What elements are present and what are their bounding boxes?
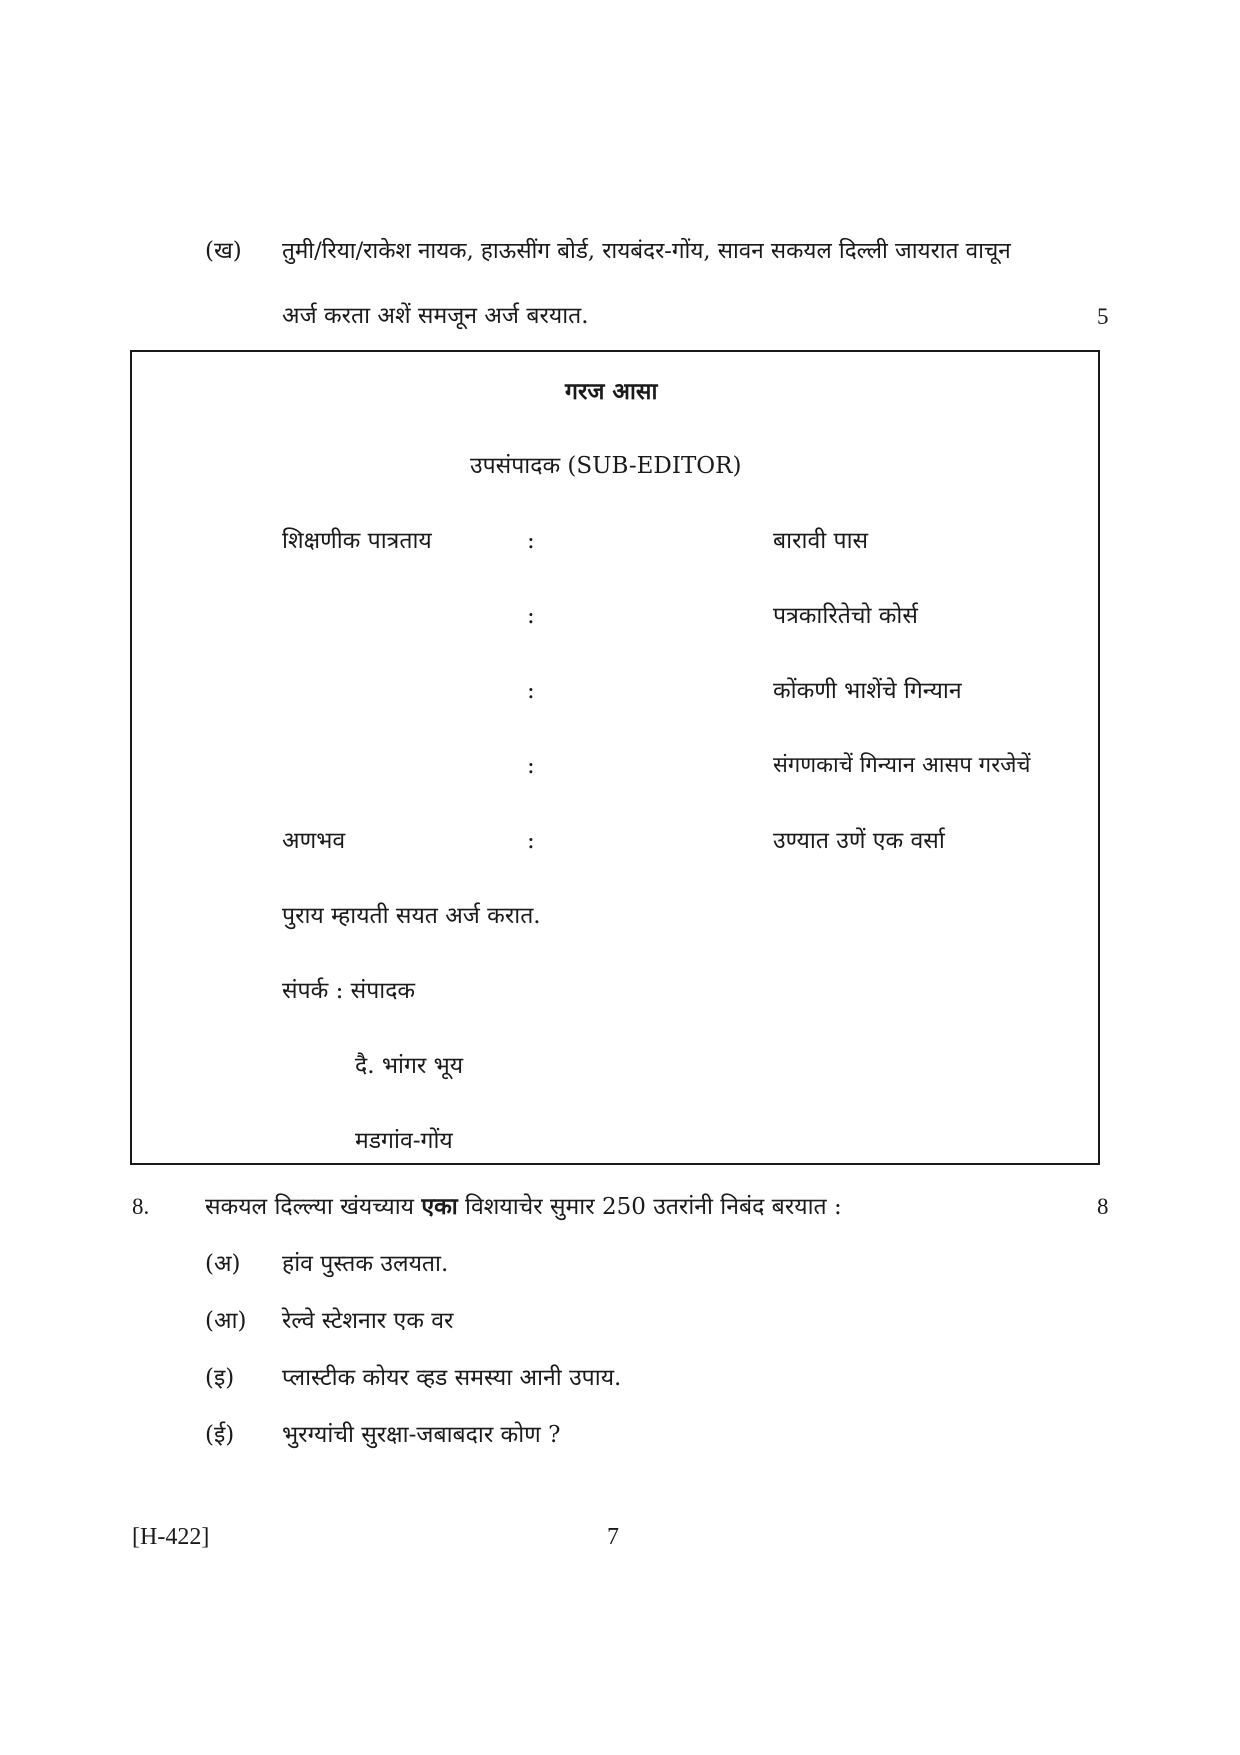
ad-row-value: कोंकणी भाशेंचे गिन्यान bbox=[773, 678, 962, 704]
ad-row-value: पत्रकारितेचो कोर्स bbox=[773, 603, 918, 629]
question-8-marks: 8 bbox=[1097, 1194, 1109, 1219]
option-label: (इ) bbox=[205, 1365, 235, 1391]
ad-row-label: शिक्षणीक पात्रताय bbox=[282, 528, 432, 554]
ad-row-label: अणभव bbox=[282, 828, 346, 854]
question-kha-marks: 5 bbox=[1097, 304, 1109, 329]
question-8-text bbox=[205, 1195, 842, 1219]
footer-code: [H-422] bbox=[132, 1524, 210, 1550]
question-8-text-bold: एका bbox=[421, 1193, 458, 1220]
ad-contact-newspaper: दै. भांगर भूय bbox=[355, 1053, 464, 1079]
question-kha-line1: तुमी/रिया/राकेश नायक, हाऊसींग बोर्ड, रायबंदर-गोंय, सावन सकयल दिल्ली जायरात वाचून bbox=[282, 238, 1011, 264]
ad-row-value: संगणकाचें गिन्यान आसप गरजेचें bbox=[773, 753, 1031, 778]
question-kha-label: (ख) bbox=[205, 238, 242, 264]
question-8-number: 8. bbox=[132, 1194, 150, 1219]
ad-position: उपसंपादक (SUB-EDITOR) bbox=[470, 453, 742, 479]
ad-row-sep: : bbox=[527, 828, 535, 854]
page-number: 7 bbox=[607, 1524, 619, 1550]
option-text: हांव पुस्तक उलयता. bbox=[282, 1251, 449, 1277]
ad-contact-label: संपर्क : संपादक bbox=[282, 978, 416, 1004]
ad-row-sep: : bbox=[527, 603, 535, 629]
option-label: (आ) bbox=[205, 1308, 247, 1334]
option-label: (अ) bbox=[205, 1251, 241, 1277]
ad-row-sep: : bbox=[527, 678, 535, 704]
question-kha-line2: अर्ज करता अशें समजून अर्ज बरयात. bbox=[282, 303, 589, 329]
option-label: (ई) bbox=[205, 1422, 235, 1448]
ad-title: गरज आसा bbox=[565, 378, 658, 405]
ad-contact-place: मडगांव-गोंय bbox=[355, 1128, 453, 1154]
ad-row-value: बारावी पास bbox=[773, 528, 869, 554]
ad-row-sep: : bbox=[527, 528, 535, 554]
option-text: भुरग्यांची सुरक्षा-जबाबदार कोण ? bbox=[282, 1422, 561, 1448]
question-8-text-before: सकयल दिल्ल्या खंयच्याय bbox=[205, 1194, 415, 1220]
ad-row-sep: : bbox=[527, 753, 535, 779]
option-text: प्लास्टीक कोयर व्हड समस्या आनी उपाय. bbox=[282, 1365, 622, 1391]
ad-instruction: पुराय म्हायती सयत अर्ज करात. bbox=[282, 903, 541, 929]
question-8-text-after: विशयाचेर सुमार 250 उतरांनी निबंद बरयात : bbox=[465, 1194, 842, 1220]
option-text: रेल्वे स्टेशनार एक वर bbox=[282, 1308, 454, 1334]
ad-row-value: उण्यात उणें एक वर्सा bbox=[773, 828, 945, 854]
